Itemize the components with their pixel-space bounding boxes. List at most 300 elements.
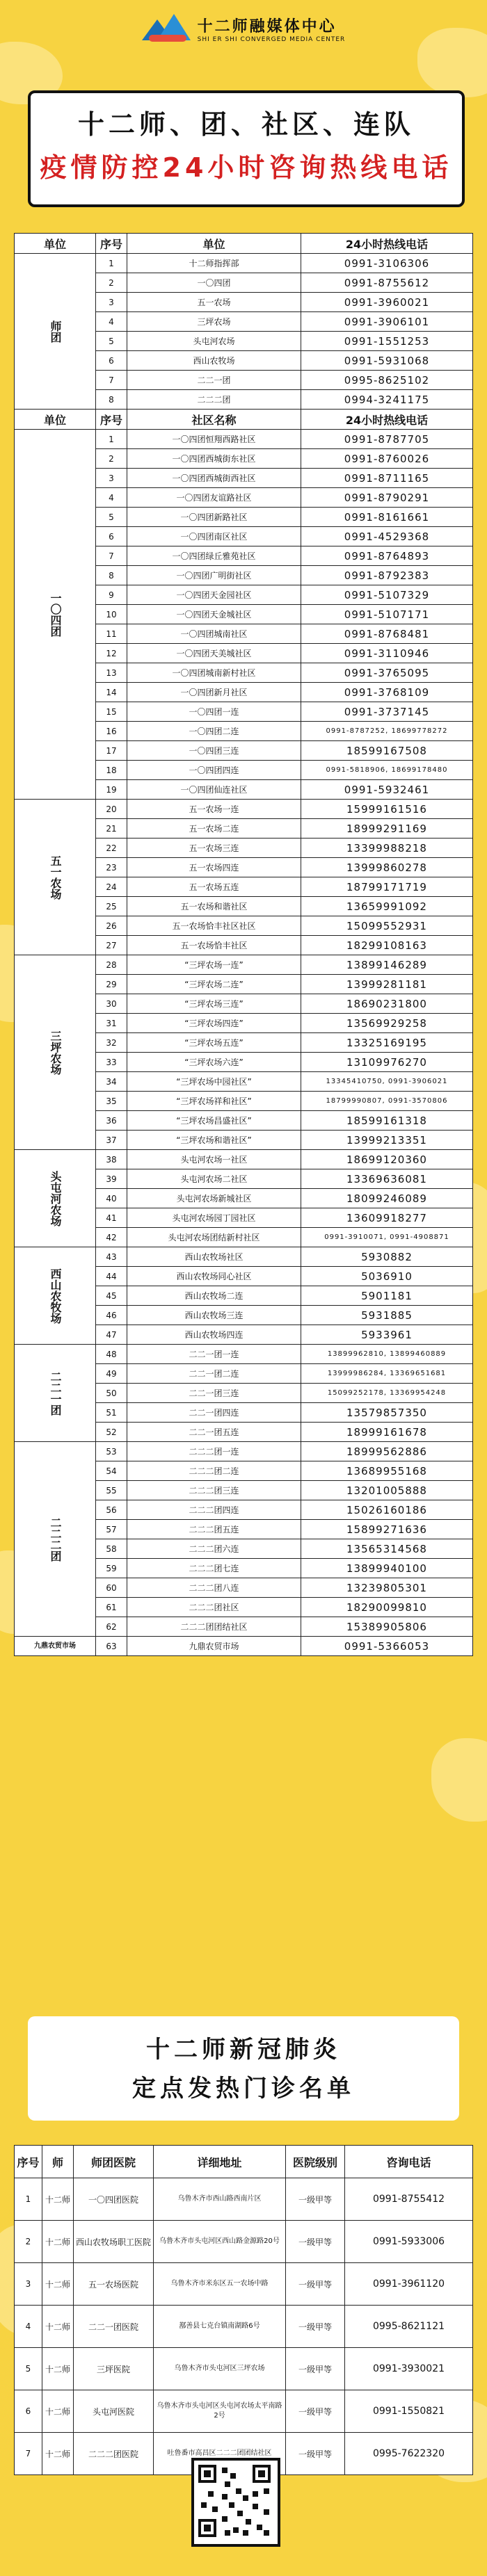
unit-name: 一〇四团天金城社区 <box>127 605 301 624</box>
hotline-phone: 13999213351 <box>301 1131 473 1150</box>
unit-name: 五一农场五连 <box>127 877 301 897</box>
hotline-phone: 18999161678 <box>301 1423 473 1442</box>
unit-name: 一〇四团四连 <box>127 761 301 780</box>
row-number: 15 <box>96 702 127 722</box>
qr-module <box>222 2468 227 2473</box>
hotline-phone: 18690231800 <box>301 994 473 1014</box>
row-number: 14 <box>96 683 127 702</box>
unit-name: 头屯河农场团结新村社区 <box>127 1228 301 1247</box>
qr-module <box>230 2473 236 2479</box>
row-number: 19 <box>96 780 127 800</box>
clinic-title <box>28 2016 459 2121</box>
unit-name: 一〇四团绿丘雅苑社区 <box>127 546 301 566</box>
unit-name: 头屯河农场二社区 <box>127 1169 301 1189</box>
column-header-phone: 24小时热线电话 <box>301 234 473 254</box>
hotline-phone: 0991-8755612 <box>301 273 473 293</box>
hotline-phone: 5930882 <box>301 1247 473 1267</box>
row-number: 5 <box>15 2348 42 2390</box>
row-number: 29 <box>96 975 127 994</box>
row-number: 48 <box>96 1345 127 1364</box>
unit-name: 二二二团团结社区 <box>127 1617 301 1637</box>
row-number: 47 <box>96 1325 127 1345</box>
clinic-row <box>15 2263 473 2306</box>
row-number: 54 <box>96 1461 127 1481</box>
hotline-phone: 0991-8764893 <box>301 546 473 566</box>
unit-name: 五一农场三连 <box>127 839 301 858</box>
hotline-phone: 18999562886 <box>301 1442 473 1461</box>
hospital-address: 乌鲁木齐市头屯河区头屯河农场太平南路2号 <box>154 2390 286 2433</box>
unit-name: 二二一团三连 <box>127 1384 301 1403</box>
row-number: 59 <box>96 1559 127 1578</box>
hotline-phone: 0991-8760026 <box>301 449 473 469</box>
row-number: 27 <box>96 936 127 955</box>
unit-name: 二二二团五连 <box>127 1520 301 1539</box>
unit-name: 一〇四团一连 <box>127 702 301 722</box>
qr-module <box>253 2504 258 2509</box>
unit-name: 一〇四团西城街西社区 <box>127 469 301 488</box>
clinic-column-header: 序号 <box>15 2146 42 2178</box>
unit-name: 一〇四团仙连社区 <box>127 780 301 800</box>
consult-phone: 0991-1550821 <box>345 2390 473 2433</box>
unit-name: 二二一团五连 <box>127 1423 301 1442</box>
consult-phone: 0995-7622320 <box>345 2433 473 2475</box>
clinic-row <box>15 2178 473 2221</box>
row-number: 21 <box>96 819 127 839</box>
qr-module <box>212 2506 218 2512</box>
unit-name: 九鼎农贸市场 <box>127 1637 301 1656</box>
hotline-phone: 0991-8711165 <box>301 469 473 488</box>
row-number: 31 <box>96 1014 127 1033</box>
unit-name: 头屯河农场新城社区 <box>127 1189 301 1208</box>
row-number: 50 <box>96 1384 127 1403</box>
row-number: 1 <box>96 254 127 273</box>
unit-cell: 师团 <box>15 254 96 410</box>
row-number: 42 <box>96 1228 127 1247</box>
table-header-row <box>15 410 473 430</box>
hotline-phone: 13899962810, 13899460889 <box>301 1345 473 1364</box>
hotline-phone: 18299108163 <box>301 936 473 955</box>
unit-name: “三坪农场三连” <box>127 994 301 1014</box>
hotline-phone: 18799990807, 0991-3570806 <box>301 1092 473 1111</box>
row-number: 1 <box>96 430 127 449</box>
hotline-phone: 15389905806 <box>301 1617 473 1637</box>
clinic-title-line-1: 十二师新冠肺炎 <box>146 2036 341 2064</box>
hotline-phone: 13325169195 <box>301 1033 473 1053</box>
unit-name: 一〇四团三连 <box>127 741 301 761</box>
row-number: 3 <box>96 293 127 312</box>
hotline-phone: 0991-5107171 <box>301 605 473 624</box>
row-number: 4 <box>96 312 127 332</box>
row-number: 5 <box>96 508 127 527</box>
hotline-phone: 13565314568 <box>301 1539 473 1559</box>
qr-module <box>264 2509 269 2515</box>
unit-cell: 二二一团 <box>15 1345 96 1442</box>
qr-module <box>225 2481 230 2487</box>
hospital-level: 一级甲等 <box>286 2178 345 2221</box>
column-header-unit: 单位 <box>15 234 96 254</box>
clinic-column-header: 医院级别 <box>286 2146 345 2178</box>
hotline-phone: 15099552931 <box>301 916 473 936</box>
unit-name: 一〇四团新路社区 <box>127 508 301 527</box>
hotline-phone: 0991-1551253 <box>301 332 473 351</box>
row-number: 24 <box>96 877 127 897</box>
unit-name: “三坪农场一连” <box>127 955 301 975</box>
hotline-phone: 13999281181 <box>301 975 473 994</box>
hotline-phone: 0991-5931068 <box>301 351 473 371</box>
row-number: 43 <box>96 1247 127 1267</box>
unit-name: 二二二团八连 <box>127 1578 301 1598</box>
unit-name: 二二一团 <box>127 371 301 390</box>
row-number: 22 <box>96 839 127 858</box>
unit-name: 五一农场一连 <box>127 800 301 819</box>
division-name: 十二师 <box>42 2306 74 2348</box>
unit-name: 西山农牧场二连 <box>127 1286 301 1306</box>
mountain-logo-icon <box>142 14 191 43</box>
hotline-phone: 0994-3241175 <box>301 390 473 410</box>
row-number: 46 <box>96 1306 127 1325</box>
hotline-phone: 0991-3110946 <box>301 644 473 663</box>
title-line-2: 疫情防控24小时咨询热线电话 <box>40 152 453 183</box>
row-number: 30 <box>96 994 127 1014</box>
hotline-phone: 15026160186 <box>301 1500 473 1520</box>
division-name: 十二师 <box>42 2390 74 2433</box>
row-number: 62 <box>96 1617 127 1637</box>
row-number: 7 <box>15 2433 42 2475</box>
unit-name: 一〇四团天美城社区 <box>127 644 301 663</box>
qr-module <box>222 2494 227 2500</box>
unit-name: 西山农牧场 <box>127 351 301 371</box>
clinic-column-header: 师团医院 <box>74 2146 154 2178</box>
consult-phone: 0991-3930021 <box>345 2348 473 2390</box>
unit-name: “三坪农场五连” <box>127 1033 301 1053</box>
hotline-phone: 15899271636 <box>301 1520 473 1539</box>
row-number: 61 <box>96 1598 127 1617</box>
unit-cell: 二二二团 <box>15 1442 96 1637</box>
hotline-phone: 18599167508 <box>301 741 473 761</box>
unit-name: 一〇四团二连 <box>127 722 301 741</box>
row-number: 52 <box>96 1423 127 1442</box>
row-number: 3 <box>15 2263 42 2306</box>
unit-name: 西山农牧场三连 <box>127 1306 301 1325</box>
row-number: 37 <box>96 1131 127 1150</box>
hospital-name: 二二二团医院 <box>74 2433 154 2475</box>
unit-name: 一〇四团天金园社区 <box>127 585 301 605</box>
table-row <box>15 1345 473 1364</box>
consult-phone: 0991-3961120 <box>345 2263 473 2306</box>
hotline-phone: 18799171719 <box>301 877 473 897</box>
row-number: 49 <box>96 1364 127 1384</box>
unit-name: 一〇四团西城街东社区 <box>127 449 301 469</box>
unit-name: 二二二团 <box>127 390 301 410</box>
row-number: 13 <box>96 663 127 683</box>
qr-module <box>264 2530 269 2536</box>
hotline-table-card <box>14 233 473 1656</box>
clinic-column-header: 师 <box>42 2146 74 2178</box>
unit-name: 一〇四团南区社区 <box>127 527 301 546</box>
division-name: 十二师 <box>42 2263 74 2306</box>
row-number: 4 <box>96 488 127 508</box>
unit-name: 二二一团一连 <box>127 1345 301 1364</box>
hotline-phone: 0991-3737145 <box>301 702 473 722</box>
hotline-phone: 13109976270 <box>301 1053 473 1072</box>
unit-name: 一〇四团新月社区 <box>127 683 301 702</box>
column-header-no: 序号 <box>96 410 127 430</box>
unit-name: “三坪农场祥和社区” <box>127 1092 301 1111</box>
hotline-phone: 13569929258 <box>301 1014 473 1033</box>
clinic-row <box>15 2348 473 2390</box>
row-number: 57 <box>96 1520 127 1539</box>
unit-cell: 九鼎农贸市场 <box>15 1637 96 1656</box>
hotline-phone: 0991-5107329 <box>301 585 473 605</box>
hospital-name: 二二一团医院 <box>74 2306 154 2348</box>
hospital-address: 鄯善县七克台镇南湖路6号 <box>154 2306 286 2348</box>
unit-name: 二二一团四连 <box>127 1403 301 1423</box>
unit-name: 二二二团六连 <box>127 1539 301 1559</box>
unit-name: 五一农场恰丰社区 <box>127 936 301 955</box>
decor-blob <box>431 1738 487 1822</box>
row-number: 8 <box>96 390 127 410</box>
row-number: 2 <box>15 2221 42 2263</box>
row-number: 2 <box>96 273 127 293</box>
unit-name: 五一农场和谐社区 <box>127 897 301 916</box>
qr-module <box>253 2491 258 2497</box>
hotline-phone: 5036910 <box>301 1267 473 1286</box>
unit-name: 一〇四团友谊路社区 <box>127 488 301 508</box>
unit-name: 二二二团社区 <box>127 1598 301 1617</box>
row-number: 36 <box>96 1111 127 1131</box>
hotline-phone: 13579857350 <box>301 1403 473 1423</box>
hospital-name: 一〇四团医院 <box>74 2178 154 2221</box>
row-number: 9 <box>96 585 127 605</box>
hotline-phone: 0991-3960021 <box>301 293 473 312</box>
qr-module <box>225 2530 230 2536</box>
unit-name: 西山农牧场四连 <box>127 1325 301 1345</box>
row-number: 51 <box>96 1403 127 1423</box>
table-row <box>15 1442 473 1461</box>
hotline-phone: 13345410750, 0991-3906021 <box>301 1072 473 1092</box>
hotline-phone: 13239805301 <box>301 1578 473 1598</box>
unit-name: 一〇四团城南新村社区 <box>127 663 301 683</box>
row-number: 4 <box>15 2306 42 2348</box>
hospital-address: 乌鲁木齐市西山路西南片区 <box>154 2178 286 2221</box>
unit-name: “三坪农场昌盛社区” <box>127 1111 301 1131</box>
row-number: 6 <box>15 2390 42 2433</box>
row-number: 32 <box>96 1033 127 1053</box>
unit-name: 二二二团四连 <box>127 1500 301 1520</box>
row-number: 63 <box>96 1637 127 1656</box>
header <box>0 0 487 76</box>
qr-module <box>204 2470 211 2477</box>
table-row <box>15 955 473 975</box>
unit-name: 头屯河农场一社区 <box>127 1150 301 1169</box>
clinic-row <box>15 2390 473 2433</box>
hotline-phone: 13999860278 <box>301 858 473 877</box>
hotline-phone: 0991-3768109 <box>301 683 473 702</box>
media-center-logo <box>142 14 346 43</box>
qr-module <box>208 2491 214 2497</box>
unit-name: 二二二团七连 <box>127 1559 301 1578</box>
hotline-phone: 18599161318 <box>301 1111 473 1131</box>
unit-name: 五一农场四连 <box>127 858 301 877</box>
clinic-column-header: 详细地址 <box>154 2146 286 2178</box>
hotline-phone: 0991-4529368 <box>301 527 473 546</box>
hospital-address: 乌鲁木齐市米东区五一农场中路 <box>154 2263 286 2306</box>
hospital-name: 西山农牧场职工医院 <box>74 2221 154 2263</box>
title-line-1: 十二师、团、社区、连队 <box>77 109 415 140</box>
hotline-table <box>14 233 473 1656</box>
qr-code <box>191 2458 280 2547</box>
hospital-level: 一级甲等 <box>286 2348 345 2390</box>
hotline-phone: 0991-3906101 <box>301 312 473 332</box>
unit-name: 一〇四团广明街社区 <box>127 566 301 585</box>
hotline-phone: 0991-3910071, 0991-4908871 <box>301 1228 473 1247</box>
unit-name: “三坪农场四连” <box>127 1014 301 1033</box>
row-number: 23 <box>96 858 127 877</box>
hotline-phone: 18290099810 <box>301 1598 473 1617</box>
row-number: 7 <box>96 371 127 390</box>
unit-name: 五一农场二连 <box>127 819 301 839</box>
hospital-address: 乌鲁木齐市头屯河区西山路金源路20号 <box>154 2221 286 2263</box>
unit-name: 西山农牧场社区 <box>127 1247 301 1267</box>
hotline-phone: 13899146289 <box>301 955 473 975</box>
hotline-phone: 15999161516 <box>301 800 473 819</box>
hospital-address: 吐鲁番市高昌区二二二团团结社区 <box>154 2433 286 2475</box>
clinic-table-card <box>14 2145 473 2475</box>
clinic-row <box>15 2221 473 2263</box>
row-number: 33 <box>96 1053 127 1072</box>
table-row <box>15 254 473 273</box>
hospital-level: 一级甲等 <box>286 2263 345 2306</box>
hospital-name: 头屯河医院 <box>74 2390 154 2433</box>
hotline-phone: 0991-3106306 <box>301 254 473 273</box>
unit-cell: 一〇四团 <box>15 430 96 800</box>
hotline-phone: 18999291169 <box>301 819 473 839</box>
row-number: 25 <box>96 897 127 916</box>
row-number: 60 <box>96 1578 127 1598</box>
unit-name: “三坪农场和谐社区” <box>127 1131 301 1150</box>
row-number: 58 <box>96 1539 127 1559</box>
row-number: 28 <box>96 955 127 975</box>
qr-module <box>236 2488 241 2494</box>
hotline-phone: 13659991092 <box>301 897 473 916</box>
qr-module <box>243 2495 248 2501</box>
hotline-phone: 0995-8625102 <box>301 371 473 390</box>
hotline-phone: 13689955168 <box>301 1461 473 1481</box>
unit-name: 十二师指挥部 <box>127 254 301 273</box>
hotline-phone: 13201005888 <box>301 1481 473 1500</box>
qr-module <box>257 2525 262 2530</box>
row-number: 2 <box>96 449 127 469</box>
unit-name: 二二二团三连 <box>127 1481 301 1500</box>
division-name: 十二师 <box>42 2221 74 2263</box>
logo-name-cn: 十二师融媒体中心 <box>197 17 337 35</box>
hotline-phone: 0991-3765095 <box>301 663 473 683</box>
row-number: 10 <box>96 605 127 624</box>
unit-cell: 五一农场 <box>15 800 96 955</box>
hotline-phone: 13899940100 <box>301 1559 473 1578</box>
row-number: 12 <box>96 644 127 663</box>
hotline-phone: 18099246089 <box>301 1189 473 1208</box>
row-number: 34 <box>96 1072 127 1092</box>
hotline-phone: 0991-8792383 <box>301 566 473 585</box>
row-number: 6 <box>96 527 127 546</box>
table-row <box>15 430 473 449</box>
hotline-phone: 15099252178, 13369954248 <box>301 1384 473 1403</box>
qr-module <box>229 2502 234 2508</box>
hotline-phone: 0991-8161661 <box>301 508 473 527</box>
unit-name: 三坪农场 <box>127 312 301 332</box>
hospital-level: 一级甲等 <box>286 2306 345 2348</box>
hotline-phone: 13399988218 <box>301 839 473 858</box>
column-header-name: 社区名称 <box>127 410 301 430</box>
clinic-column-header: 咨询电话 <box>345 2146 473 2178</box>
qr-module <box>222 2516 227 2522</box>
hotline-phone: 13369636081 <box>301 1169 473 1189</box>
hotline-phone: 13609918277 <box>301 1208 473 1228</box>
table-header-row <box>15 234 473 254</box>
unit-cell: 头屯河农场 <box>15 1150 96 1247</box>
hotline-phone: 0991-8787705 <box>301 430 473 449</box>
row-number: 44 <box>96 1267 127 1286</box>
clinic-row <box>15 2306 473 2348</box>
hotline-phone: 0991-5818906, 18699178480 <box>301 761 473 780</box>
unit-name: 二二一团二连 <box>127 1364 301 1384</box>
clinic-table <box>14 2145 473 2475</box>
table-row <box>15 800 473 819</box>
column-header-no: 序号 <box>96 234 127 254</box>
unit-name: “三坪农场二连” <box>127 975 301 994</box>
hotline-phone: 13999986284, 13369651681 <box>301 1364 473 1384</box>
hospital-level: 一级甲等 <box>286 2433 345 2475</box>
table-row <box>15 1247 473 1267</box>
table-row <box>15 1150 473 1169</box>
consult-phone: 0991-8755412 <box>345 2178 473 2221</box>
consult-phone: 0995-8621121 <box>345 2306 473 2348</box>
unit-name: 一〇四团城南社区 <box>127 624 301 644</box>
unit-cell: 西山农牧场 <box>15 1247 96 1345</box>
column-header-unit: 单位 <box>15 410 96 430</box>
unit-name: 五一农场 <box>127 293 301 312</box>
unit-name: “三坪农场六连” <box>127 1053 301 1072</box>
row-number: 35 <box>96 1092 127 1111</box>
hotline-phone: 0991-8768481 <box>301 624 473 644</box>
hospital-level: 一级甲等 <box>286 2221 345 2263</box>
row-number: 3 <box>96 469 127 488</box>
division-name: 十二师 <box>42 2178 74 2221</box>
hotline-phone: 0991-8787252, 18699778272 <box>301 722 473 741</box>
row-number: 16 <box>96 722 127 741</box>
hospital-name: 三坪医院 <box>74 2348 154 2390</box>
division-name: 十二师 <box>42 2433 74 2475</box>
column-header-name: 单位 <box>127 234 301 254</box>
hospital-level: 一级甲等 <box>286 2390 345 2433</box>
row-number: 39 <box>96 1169 127 1189</box>
row-number: 26 <box>96 916 127 936</box>
unit-name: “三坪农场中园社区” <box>127 1072 301 1092</box>
qr-module <box>233 2527 239 2533</box>
row-number: 1 <box>15 2178 42 2221</box>
clinic-title-line-2: 定点发热门诊名单 <box>132 2075 355 2103</box>
logo-name-en: SHI ER SHI CONVERGED MEDIA CENTER <box>197 35 346 43</box>
row-number: 6 <box>96 351 127 371</box>
table-row <box>15 1637 473 1656</box>
hotline-phone: 5933961 <box>301 1325 473 1345</box>
row-number: 5 <box>96 332 127 351</box>
row-number: 7 <box>96 546 127 566</box>
qr-module <box>204 2525 211 2532</box>
row-number: 18 <box>96 761 127 780</box>
row-number: 20 <box>96 800 127 819</box>
